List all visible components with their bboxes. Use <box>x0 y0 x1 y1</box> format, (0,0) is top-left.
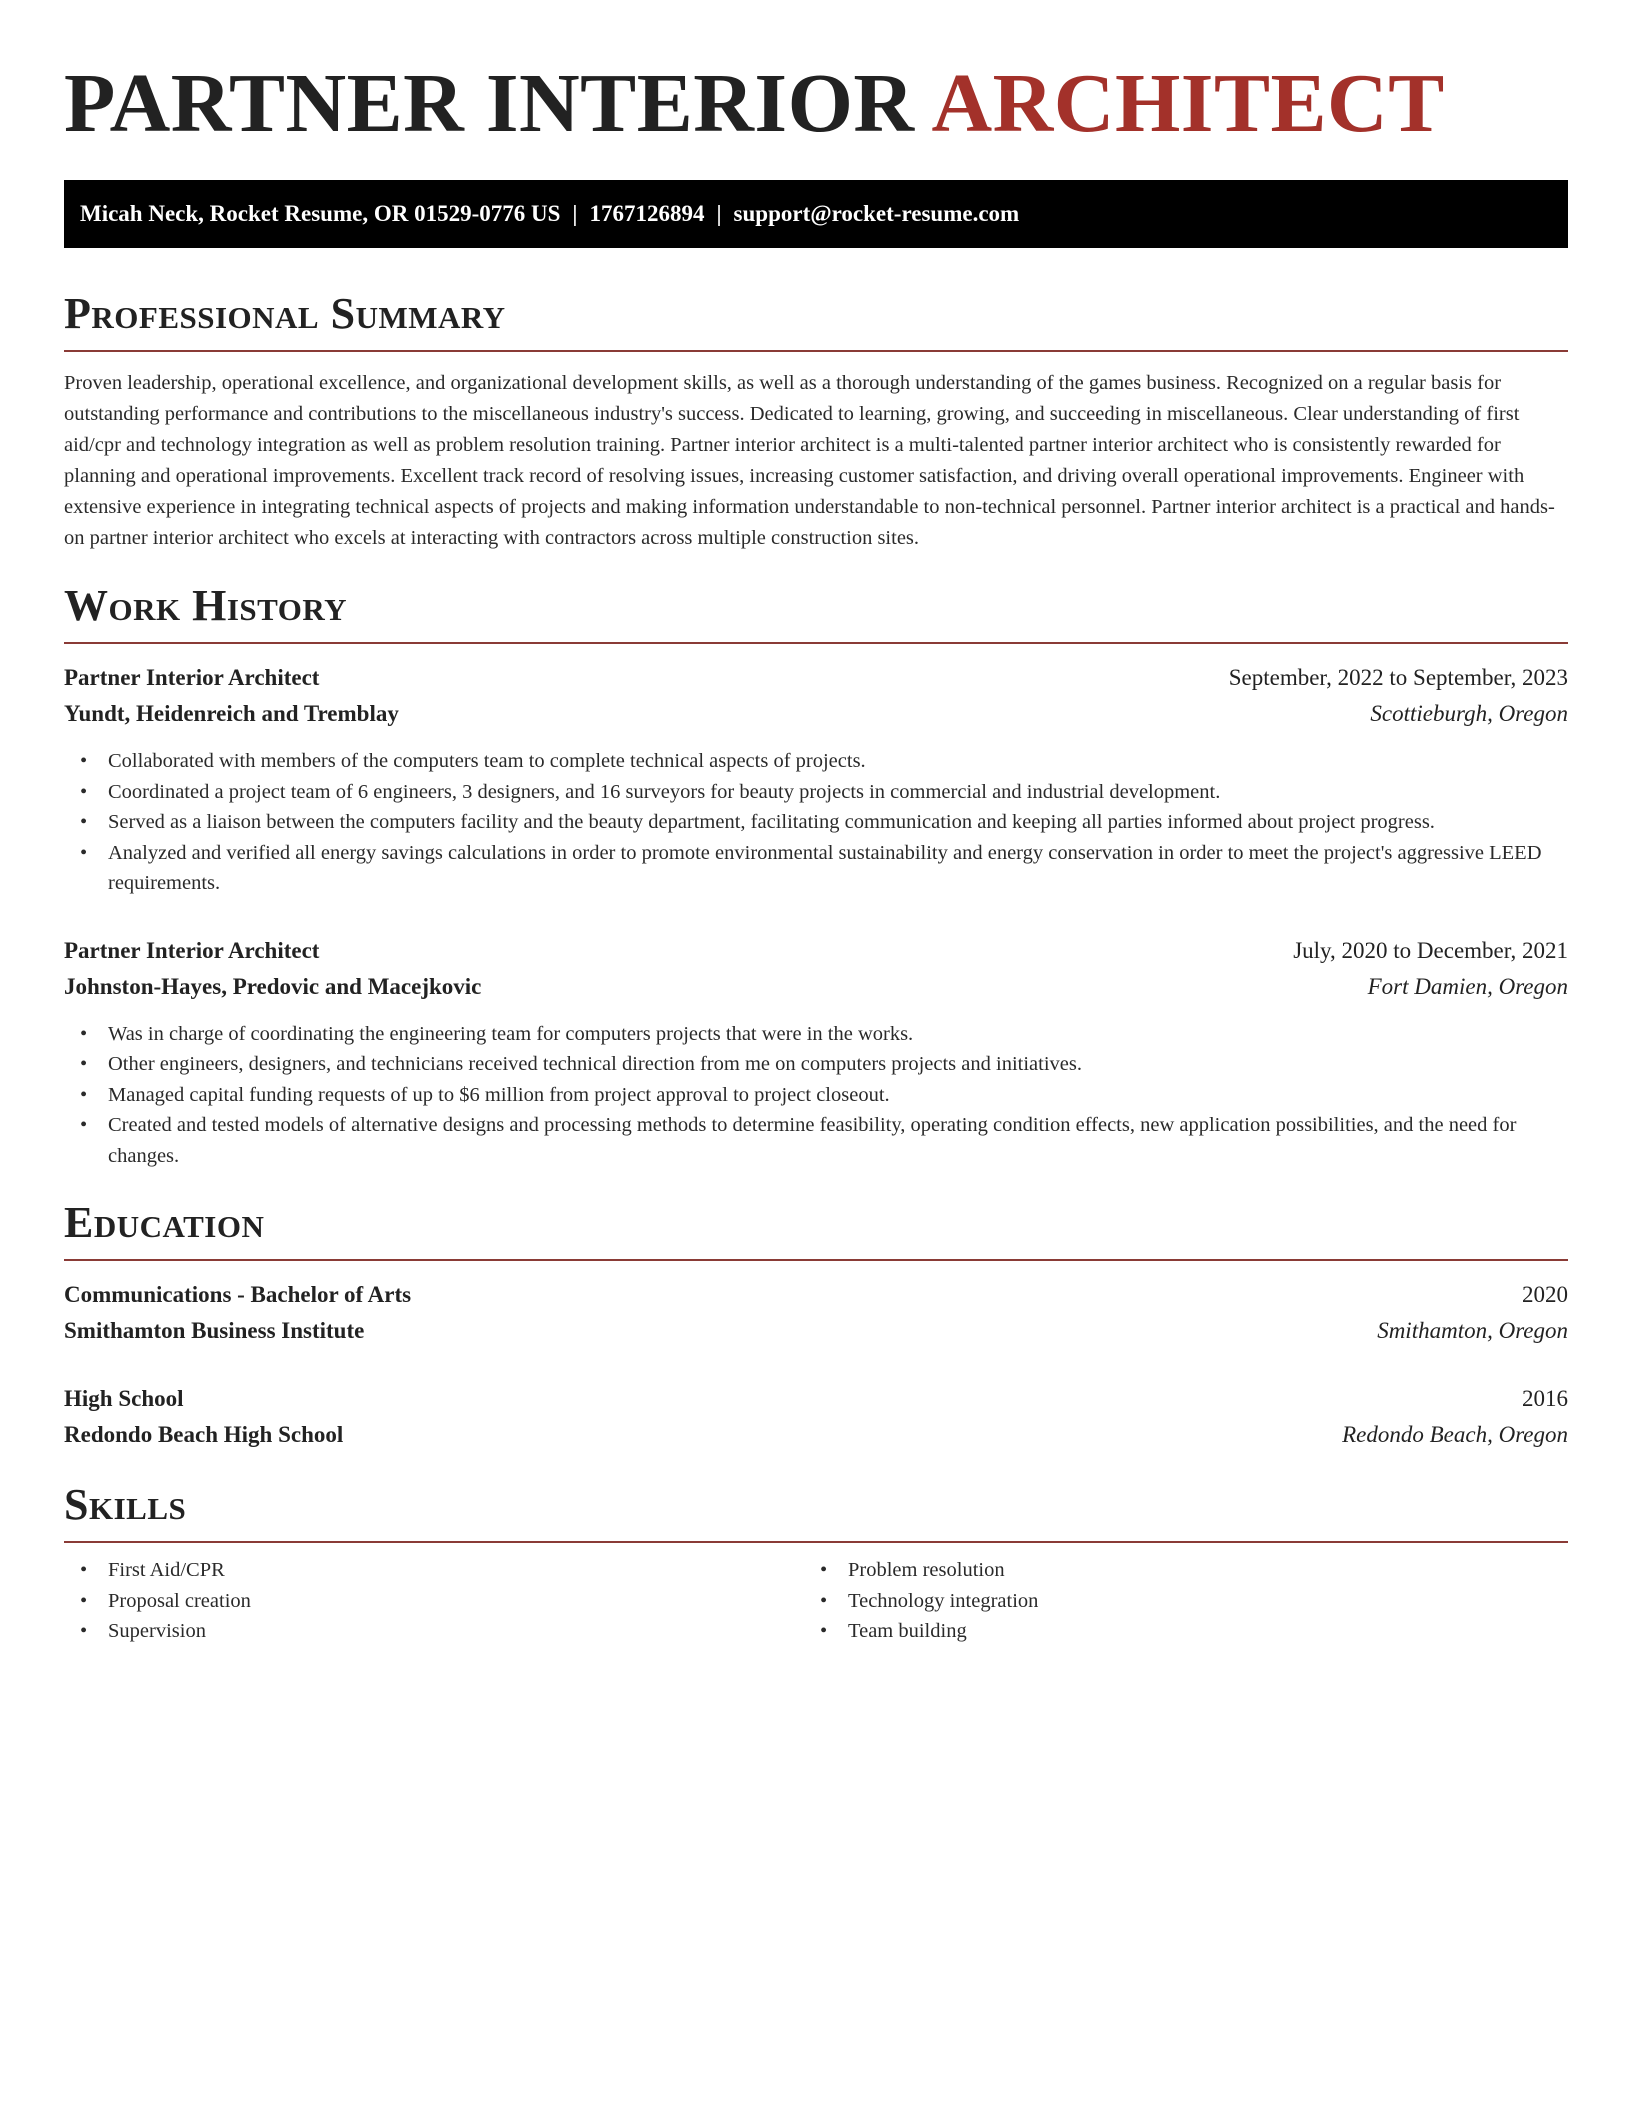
bullet-text: Coordinated a project team of 6 engineers, 3 designers, and 16 surveyors for beauty projects in commercial and industrial development. <box>108 780 1221 803</box>
section-heading: Work History <box>64 581 348 630</box>
bullet-icon: • <box>80 1114 88 1136</box>
job-bullets <box>64 1019 1568 1172</box>
education-entry <box>64 1381 1568 1453</box>
bullet-icon: • <box>80 1022 88 1045</box>
bullet-icon: • <box>80 811 88 833</box>
bullet-text: Analyzed and verified all energy savings calculations in order to promote environmental sustainability and energy conservation in order to meet the project's aggressive LEED requirements. <box>108 841 1542 894</box>
skill-text: Proposal creation <box>108 1589 251 1612</box>
education-school: Smithamton Business Institute <box>64 1318 365 1343</box>
bullet-text: Managed capital funding requests of up to $6 million from project approval to project closeout. <box>108 1083 890 1106</box>
list-item <box>64 746 1568 777</box>
job-location: Scottieburgh, Oregon <box>1370 701 1568 726</box>
list-item <box>64 807 1568 838</box>
job-dates: September, 2022 to September, 2023 <box>1228 665 1568 690</box>
section-divider <box>64 1259 1568 1261</box>
contact-phone: 1767126894 <box>589 201 705 226</box>
education-location: Redondo Beach, Oregon <box>1342 1422 1568 1447</box>
list-item <box>64 1110 1568 1171</box>
education-entry <box>64 1277 1568 1349</box>
section-heading: Professional Summary <box>64 289 506 338</box>
job-location: Fort Damien, Oregon <box>1367 973 1568 999</box>
bullet-icon: • <box>80 750 88 772</box>
bullet-icon: • <box>80 1559 88 1581</box>
list-item <box>64 1586 804 1617</box>
summary-section <box>64 288 1568 554</box>
job-title: Partner Interior Architect <box>64 665 320 690</box>
list-item <box>64 1019 1568 1050</box>
list-item <box>804 1616 1544 1647</box>
education-school: Redondo Beach High School <box>64 1422 344 1447</box>
title-part-1: PARTNER INTERIOR <box>64 57 915 150</box>
bullet-icon: • <box>80 1620 88 1642</box>
job-title: Partner Interior Architect <box>64 937 320 963</box>
list-item <box>804 1555 1544 1586</box>
section-divider <box>64 1541 1568 1543</box>
education-degree: High School <box>64 1386 184 1411</box>
education-school-row <box>64 1313 1568 1349</box>
bullet-icon: • <box>80 841 88 864</box>
contact-separator: | <box>572 201 578 226</box>
list-item <box>804 1586 1544 1617</box>
summary-text: Proven leadership, operational excellence, and organizational development skills, as well as a thorough understanding of the games business. Recognized on a regular basis for outstanding performance and contributions to the miscellaneous industry's success. Dedicated to learning, growing, and succeeding in miscellaneous. Clear understanding of first aid/cpr and technology integration as well as problem resolution training. Partner interior architect is a multi-talented partner interior architect who is consistently rewarded for planning and operational improvements. Excellent track record of resolving issues, increasing customer satisfaction, and driving overall operational improvements. Engineer with extensive experience in integrating technical aspects of projects and making information understandable to non-technical personnel. Partner interior architect is a practical and hands-on partner interior architect who excels at interacting with contractors across multiple construction sites. <box>64 372 1555 549</box>
education-school-row <box>64 1417 1568 1453</box>
list-item <box>64 1049 1568 1080</box>
bullet-text: Served as a liaison between the computers facility and the beauty department, facilitating communication and keeping all parties informed about project progress. <box>108 811 1435 833</box>
list-item <box>64 1080 1568 1111</box>
skill-text: Problem resolution <box>848 1559 1005 1581</box>
skills-list-left <box>64 1555 804 1647</box>
resume-title <box>64 56 1568 152</box>
section-divider <box>64 350 1568 352</box>
education-location: Smithamton, Oregon <box>1377 1318 1568 1343</box>
skills-columns <box>64 1555 1568 1647</box>
education-year: 2020 <box>1522 1282 1568 1307</box>
job-dates: July, 2020 to December, 2021 <box>1293 937 1568 963</box>
skills-section <box>64 1479 1568 1647</box>
bullet-icon: • <box>80 1083 88 1106</box>
job-bullets <box>64 746 1568 899</box>
job-header-row <box>64 660 1568 696</box>
bullet-icon: • <box>820 1559 828 1581</box>
contact-separator: | <box>716 201 722 226</box>
job-company: Johnston-Hayes, Predovic and Macejkovic <box>64 973 482 999</box>
education-header-row <box>64 1381 1568 1417</box>
skill-text: Technology integration <box>848 1589 1039 1612</box>
section-divider <box>64 642 1568 644</box>
bullet-text: Was in charge of coordinating the engineering team for computers projects that were in the works. <box>108 1022 914 1045</box>
education-year: 2016 <box>1522 1386 1568 1411</box>
list-item <box>64 838 1568 899</box>
skill-text: Supervision <box>108 1620 206 1642</box>
job-company-row <box>64 696 1568 732</box>
bullet-text: Other engineers, designers, and technicians received technical direction from me on computers projects and initiatives. <box>108 1053 1082 1075</box>
bullet-icon: • <box>820 1589 828 1612</box>
bullet-icon: • <box>80 780 88 803</box>
skill-text: First Aid/CPR <box>108 1559 225 1581</box>
skill-text: Team building <box>848 1620 967 1642</box>
bullet-text: Created and tested models of alternative designs and processing methods to determine feasibility, operating condition effects, new application possibilities, and the need for changes. <box>108 1114 1517 1167</box>
job-company: Yundt, Heidenreich and Tremblay <box>64 701 399 726</box>
job-header-row <box>64 933 1568 969</box>
education-section <box>64 1197 1568 1453</box>
contact-address: Micah Neck, Rocket Resume, OR 01529-0776 US <box>80 201 561 226</box>
education-degree: Communications - Bachelor of Arts <box>64 1282 412 1307</box>
bullet-icon: • <box>80 1589 88 1612</box>
job-entry <box>64 933 1568 1172</box>
contact-email[interactable]: support@rocket-resume.com <box>733 201 1020 226</box>
bullet-text: Collaborated with members of the computers team to complete technical aspects of projects. <box>108 750 866 772</box>
job-entry <box>64 660 1568 899</box>
section-heading: Education <box>64 1198 265 1247</box>
work-history-section <box>64 580 1568 1171</box>
contact-bar <box>64 180 1568 248</box>
list-item <box>64 777 1568 808</box>
bullet-icon: • <box>820 1620 828 1642</box>
section-heading: Skills <box>64 1480 187 1529</box>
resume-page <box>64 56 1568 1647</box>
education-header-row <box>64 1277 1568 1313</box>
title-part-2: ARCHITECT <box>931 57 1445 150</box>
list-item <box>64 1555 804 1586</box>
list-item <box>64 1616 804 1647</box>
job-company-row <box>64 969 1568 1005</box>
skills-list-right <box>804 1555 1544 1647</box>
bullet-icon: • <box>80 1053 88 1075</box>
